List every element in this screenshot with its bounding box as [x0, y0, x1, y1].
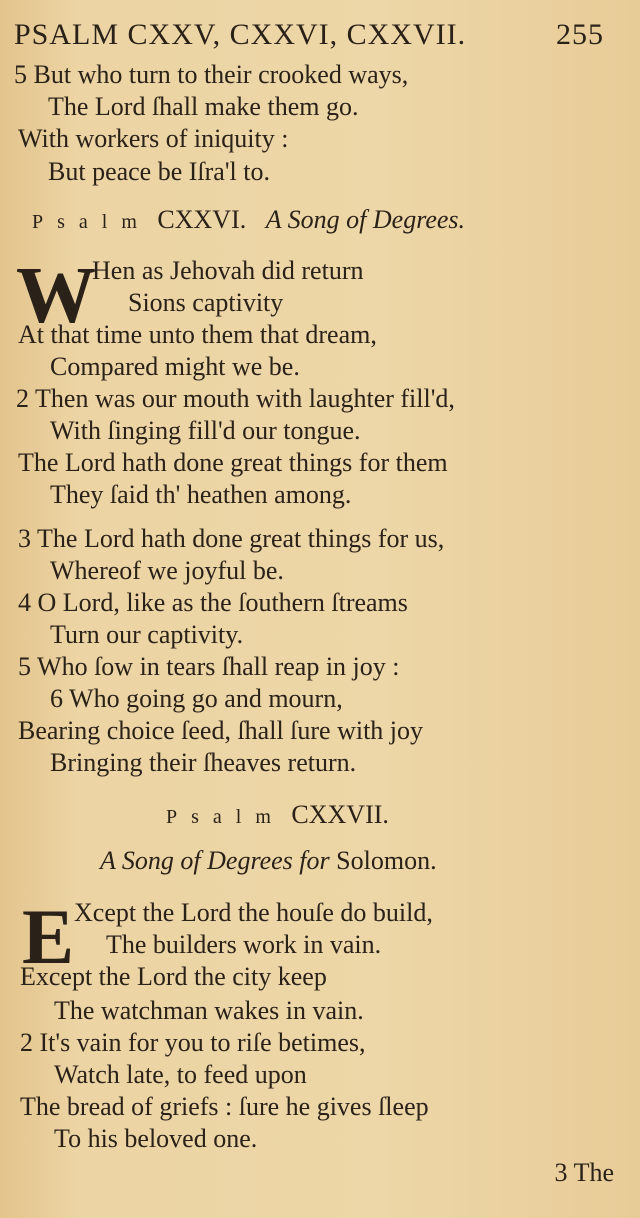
- verse-line: The Lord hath done great things for them: [18, 448, 448, 477]
- psalm-subtitle-italic: A Song of Degrees for: [100, 846, 330, 875]
- psalm-label: Psalm: [32, 211, 151, 233]
- verse-line: 2 It's vain for you to riſe betimes,: [20, 1028, 366, 1057]
- verse-line: 3 The Lord hath done great things for us,: [18, 524, 445, 553]
- verse-line: 4 O Lord, like as the ſouthern ſtreams: [18, 588, 408, 617]
- verse-line: The builders work in vain.: [106, 930, 382, 959]
- verse-line: The bread of griefs : ſure he gives ſleep: [20, 1092, 429, 1121]
- psalm-number: CXXVII.: [291, 800, 389, 829]
- verse-line: Whereof we joyful be.: [50, 556, 284, 585]
- verse-line: With workers of iniquity :: [18, 124, 289, 153]
- verse-line: Except the Lord the city keep: [20, 962, 327, 991]
- verse-line: 5 But who turn to their crooked ways,: [14, 60, 409, 89]
- verse-line: The Lord ſhall make them go.: [48, 92, 359, 121]
- verse-line: Bearing choice ſeed, ſhall ſure with joy: [18, 716, 424, 745]
- verse-line: Turn our captivity.: [50, 620, 244, 649]
- catchword: 3 The: [554, 1158, 614, 1187]
- running-header: [14, 18, 604, 52]
- verse-line: Compared might we be.: [50, 352, 300, 381]
- verse-line: Bringing their ſheaves return.: [50, 748, 357, 777]
- verse-line: Xcept the Lord the houſe do build,: [74, 898, 433, 927]
- psalm-subtitle-text: A Song of Degrees.: [265, 205, 466, 234]
- verse-line: 6 Who going go and mourn,: [50, 684, 343, 713]
- psalm-label: Psalm: [166, 806, 285, 828]
- psalm-number: CXXVI.: [157, 205, 247, 234]
- drop-cap: E: [22, 893, 75, 980]
- verse-line: Sions captivity: [128, 288, 284, 317]
- header-title: PSALM CXXV, CXXVI, CXXVII.: [14, 18, 467, 51]
- verse-line: The watchman wakes in vain.: [54, 996, 364, 1025]
- verse-line: To his beloved one.: [54, 1124, 258, 1153]
- verse-line: They ſaid th' heathen among.: [50, 480, 352, 509]
- verse-line: But peace be Iſra'l to.: [48, 157, 270, 186]
- psalm-127-subtitle: [100, 846, 437, 876]
- verse-line: At that time unto them that dream,: [18, 320, 377, 349]
- psalm-subtitle-roman: Solomon.: [336, 846, 437, 875]
- page-number: 255: [556, 18, 604, 51]
- psalm-127-title: [166, 800, 389, 830]
- verse-line: 2 Then was our mouth with laughter fill'd,: [16, 384, 455, 413]
- verse-line: Watch late, to feed upon: [54, 1060, 307, 1089]
- psalm-126-title: [32, 205, 465, 235]
- verse-line: With ſinging fill'd our tongue.: [50, 416, 361, 445]
- verse-line: Hen as Jehovah did return: [92, 256, 364, 285]
- verse-line: 5 Who ſow in tears ſhall reap in joy :: [18, 652, 400, 681]
- drop-cap: W: [16, 252, 96, 340]
